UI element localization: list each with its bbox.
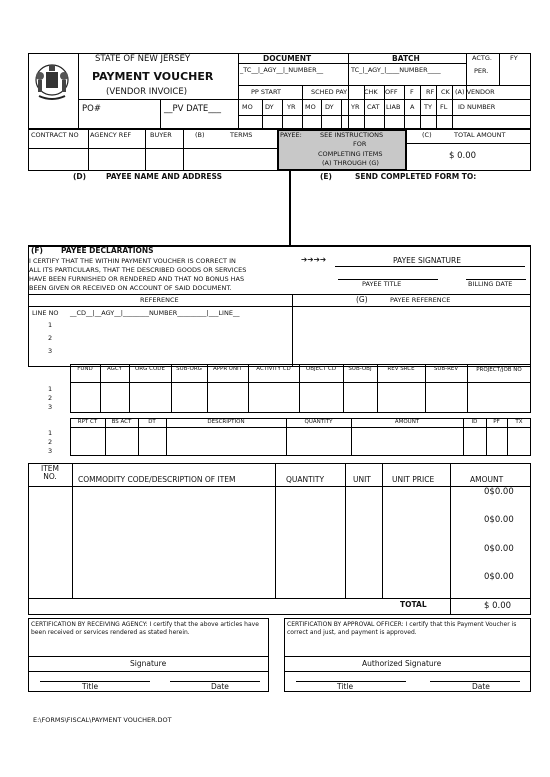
instructions-line-3: COMPLETING ITEMS bbox=[318, 150, 383, 158]
mo-label: MO bbox=[242, 103, 253, 111]
item-amount-2: 0$0.00 bbox=[484, 515, 514, 525]
reporting-line-1: 1 bbox=[48, 429, 53, 437]
d-label: (D) bbox=[73, 172, 87, 181]
date-label-1: Date bbox=[211, 682, 229, 691]
reporting-header: QUANTITY bbox=[304, 419, 333, 425]
approval-cert-text: CERTIFICATION BY APPROVAL OFFICER: I certify that this Payment Voucher is correct and just, and payment is approved. bbox=[287, 621, 517, 637]
ty-label: TY bbox=[424, 103, 432, 111]
title-label-2: Title bbox=[337, 682, 354, 691]
footer-path: E:\FORMS\FISCAL\PAYMENT VOUCHER.DOT bbox=[33, 716, 172, 724]
off-label: OFF bbox=[385, 88, 398, 96]
date-label-2: Date bbox=[472, 682, 490, 691]
f-label: (F) bbox=[31, 246, 43, 255]
authorized-signature-label: Authorized Signature bbox=[362, 659, 442, 668]
payee-divider bbox=[289, 171, 291, 245]
accounting-line-2: 2 bbox=[48, 394, 53, 402]
reporting-header: AMOUNT bbox=[394, 419, 420, 425]
a-label: A bbox=[410, 103, 415, 111]
batch-codes: TC_|_AGY_|____NUMBER____ bbox=[351, 66, 441, 74]
declaration-line-4: BEEN GIVEN OR RECEIVED ON ACCOUNT OF SAID DOCUMENT. bbox=[29, 284, 232, 292]
state-name: STATE OF NEW JERSEY bbox=[95, 54, 191, 64]
a-vendor-label: (A) VENDOR bbox=[455, 88, 495, 96]
accounting-header: PROJECT/JOB NO bbox=[476, 367, 522, 373]
sched-pay-label: SCHED PAY bbox=[311, 88, 348, 96]
reference-codes: __CD__|__AGY__|________NUMBER_________|___LINE__ bbox=[70, 309, 240, 317]
rf-label: RF bbox=[426, 88, 435, 96]
approval-signature-field[interactable] bbox=[284, 671, 531, 681]
declaration-line-3: HAVE BEEN FURNISHED OR RENDERED AND THAT NO BONUS HAS bbox=[29, 275, 245, 283]
reporting-header: DESCRIPTION bbox=[207, 419, 245, 425]
payee-signature-field[interactable] bbox=[335, 266, 525, 278]
batch-header: BATCH bbox=[392, 54, 420, 63]
accounting-header: ORG CODE bbox=[134, 366, 166, 372]
send-to-field[interactable] bbox=[292, 183, 531, 243]
payee-name-address-label: PAYEE NAME AND ADDRESS bbox=[106, 172, 223, 181]
pv-date-label: __PV DATE___ bbox=[164, 104, 222, 114]
total-label: TOTAL bbox=[400, 600, 427, 609]
document-header: DOCUMENT bbox=[263, 54, 312, 63]
payee-title-label: PAYEE TITLE bbox=[362, 280, 402, 288]
reference-line-1: 1 bbox=[48, 321, 53, 329]
accounting-header: REV SRCE bbox=[387, 366, 415, 372]
instructions-line-2: FOR bbox=[353, 140, 367, 148]
id-number-label: ID NUMBER bbox=[458, 103, 496, 111]
payee-label: PAYEE: bbox=[280, 131, 302, 139]
accounting-header: AGCY bbox=[106, 366, 123, 372]
form-title: PAYMENT VOUCHER bbox=[92, 70, 214, 83]
reporting-line-2: 2 bbox=[48, 438, 53, 446]
chk-label: CHK bbox=[364, 88, 378, 96]
yr-label-2: YR bbox=[351, 103, 360, 111]
payee-name-address-field[interactable] bbox=[28, 183, 288, 243]
reporting-header: BS ACT bbox=[111, 419, 132, 425]
reporting-header: RPT CT bbox=[77, 419, 98, 425]
send-to-label: SEND COMPLETED FORM TO: bbox=[355, 172, 477, 181]
item-no-header: ITEM NO. bbox=[40, 464, 59, 481]
line-no-label: LINE NO bbox=[32, 309, 59, 317]
accounting-header: ACTIVITY CD bbox=[256, 366, 291, 372]
total-value: $ 0.00 bbox=[484, 601, 512, 611]
accounting-header: SUB-REV bbox=[433, 366, 459, 372]
receiving-cert-text: CERTIFICATION BY RECEIVING AGENCY: I certify that the above articles have been received or services rendered as stated herein. bbox=[31, 621, 259, 637]
contract-no-label: CONTRACT NO bbox=[31, 131, 79, 139]
reporting-header: PF bbox=[493, 419, 500, 425]
total-amount-label: TOTAL AMOUNT bbox=[454, 131, 506, 139]
declaration-line-1: I CERTIFY THAT THE WITHIN PAYMENT VOUCHER IS CORRECT IN bbox=[29, 257, 236, 265]
actg-header: ACTG. bbox=[472, 54, 492, 62]
fy-header: FY bbox=[510, 54, 518, 62]
arrows-icon: ➔➔➔➔ bbox=[301, 255, 327, 264]
dy-label-2: DY bbox=[325, 103, 334, 111]
title-label-1: Title bbox=[82, 682, 99, 691]
payee-signature-label: PAYEE SIGNATURE bbox=[393, 256, 461, 265]
item-amount-4: 0$0.00 bbox=[484, 572, 514, 582]
item-amount-1: 0$0.00 bbox=[484, 487, 514, 497]
reporting-line-3: 3 bbox=[48, 447, 53, 455]
accounting-line-1: 1 bbox=[48, 385, 53, 393]
yr-label: YR bbox=[287, 103, 296, 111]
instructions-line-1: SEE INSTRUCTIONS bbox=[320, 131, 384, 139]
document-codes: _TC__|_AGY__|_NUMBER__ bbox=[240, 66, 324, 74]
signature-label: Signature bbox=[130, 659, 167, 668]
b-label: (B) bbox=[195, 131, 205, 139]
accounting-header: SUB-OBJ bbox=[348, 366, 372, 372]
accounting-header: OBJECT CD bbox=[305, 366, 337, 372]
buyer-label: BUYER bbox=[150, 131, 172, 139]
total-amount-value: $ 0.00 bbox=[449, 151, 477, 161]
per-header: PER. bbox=[474, 67, 489, 75]
item-amount-3: 0$0.00 bbox=[484, 544, 514, 554]
reporting-header: DT bbox=[148, 419, 156, 425]
reporting-header: ID bbox=[471, 419, 478, 425]
reporting-header: TX bbox=[515, 419, 523, 425]
billing-date-label: BILLING DATE bbox=[468, 280, 513, 288]
ck-label: CK bbox=[441, 88, 450, 96]
terms-label: TERMS bbox=[230, 131, 253, 139]
unit-header: UNIT bbox=[353, 475, 371, 484]
description-header: COMMODITY CODE/DESCRIPTION OF ITEM bbox=[78, 475, 236, 484]
unit-price-header: UNIT PRICE bbox=[392, 475, 435, 484]
c-label: (C) bbox=[422, 131, 432, 139]
state-seal-icon bbox=[33, 60, 71, 104]
accounting-line-3: 3 bbox=[48, 403, 53, 411]
payee-reference-label: PAYEE REFERENCE bbox=[390, 296, 451, 304]
declarations-title: PAYEE DECLARATIONS bbox=[61, 246, 154, 255]
mo-label-2: MO bbox=[305, 103, 316, 111]
e-label: (E) bbox=[320, 172, 332, 181]
agency-ref-label: AGENCY REF bbox=[90, 131, 132, 139]
cat-label: CAT bbox=[367, 103, 380, 111]
po-label: PO# bbox=[82, 104, 101, 114]
reference-line-2: 2 bbox=[48, 334, 53, 342]
accounting-header: SUB-ORG bbox=[176, 366, 202, 372]
amount-header: AMOUNT bbox=[470, 475, 504, 484]
fl-label: FL bbox=[440, 103, 448, 111]
f-label: F bbox=[410, 88, 414, 96]
accounting-header: APPR UNIT bbox=[212, 366, 243, 372]
g-label: (G) bbox=[356, 295, 368, 304]
reference-line-3: 3 bbox=[48, 347, 53, 355]
declaration-line-2: ALL ITS PARTICULARS, THAT THE DESCRIBED GOODS OR SERVICES bbox=[29, 266, 247, 274]
pp-start-label: PP START bbox=[251, 88, 281, 96]
form-subtitle: (VENDOR INVOICE) bbox=[106, 87, 188, 97]
instructions-line-4: (A) THROUGH (G) bbox=[322, 159, 379, 167]
receiving-signature-field[interactable] bbox=[28, 671, 269, 681]
liab-label: LIAB bbox=[386, 103, 401, 111]
reference-label: REFERENCE bbox=[140, 296, 179, 304]
accounting-header: FUND bbox=[77, 366, 93, 372]
dy-label: DY bbox=[265, 103, 274, 111]
quantity-header: QUANTITY bbox=[286, 475, 325, 484]
